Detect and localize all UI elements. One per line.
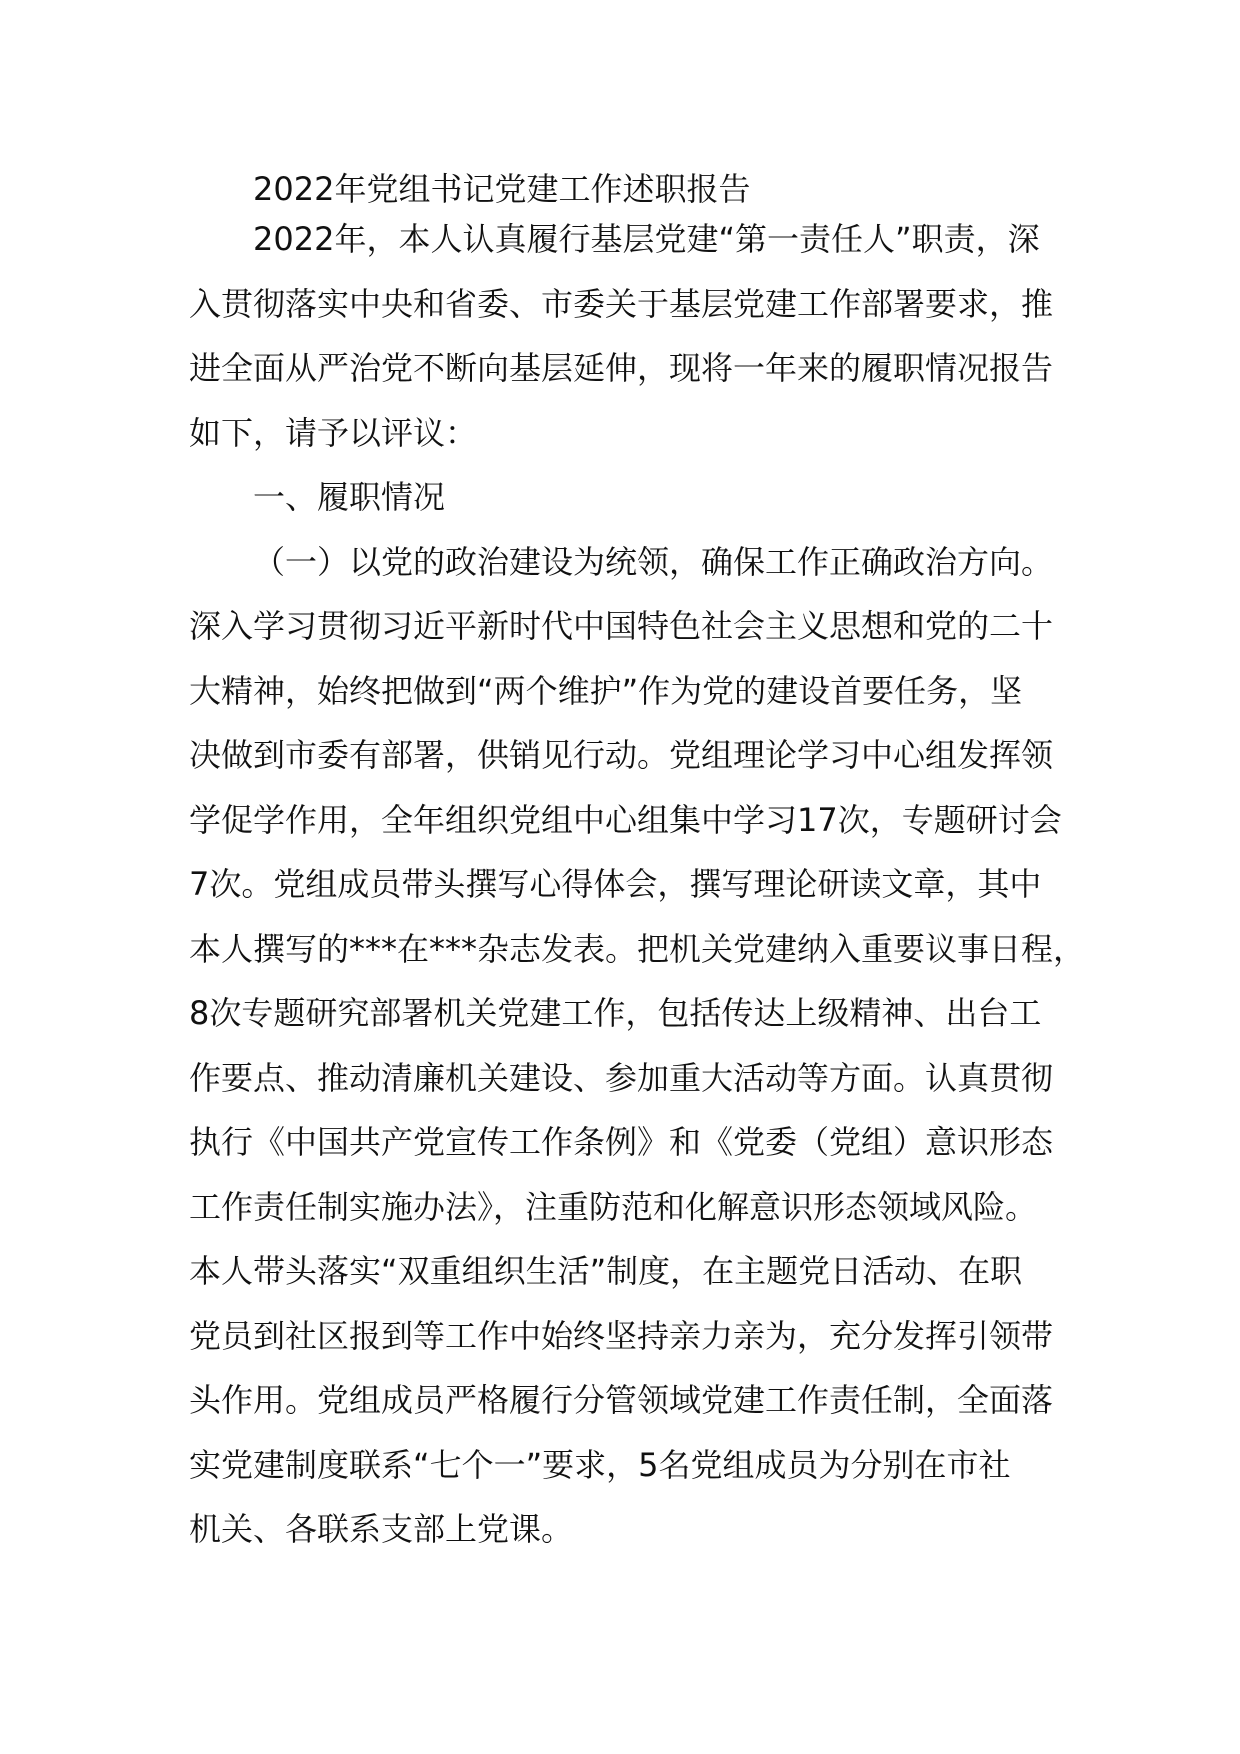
subsection-heading: （一）以党的政治建设为统领，确保工作正确政治方向。 [253,542,1054,581]
paragraph-line: 机关、各联系支部上党课。 [189,1510,574,1548]
paragraph-line: 实党建制度联系“七个一”要求，5名党组成员为分别在市社 [189,1445,1011,1484]
paragraph-line: 大精神，始终把做到“两个维护”作为党的建设首要任务，坚 [189,671,1023,710]
paragraph-line: 本人带头落实“双重组织生活”制度，在主题党日活动、在职 [189,1252,1023,1290]
paragraph-line: 学促学作用，全年组织党组中心组集中学习17次，专题研讨会 [189,800,1062,839]
paragraph-line: 党员到社区报到等工作中始终坚持亲力亲为，充分发挥引领带 [189,1316,1054,1355]
paragraph-line: 执行《中国共产党宣传工作条例》和《党委（党组）意识形态 [189,1123,1054,1161]
paragraph-line: 深入学习贯彻习近平新时代中国特色社会主义思想和党的二十 [189,607,1054,645]
paragraph-line: 作要点、推动清廉机关建设、参加重大活动等方面。认真贯彻 [189,1058,1054,1097]
paragraph-line: 进全面从严治党不断向基层延伸，现将一年来的履职情况报告 [189,349,1054,387]
section-heading: 一、履职情况 [253,478,446,516]
paragraph-line: 7次。党组成员带头撰写心得体会，撰写理论研读文章，其中 [189,865,1042,903]
document-body [189,207,1086,1562]
document-title: 2022年党组书记党建工作述职报告 [253,170,751,208]
paragraph-line: 8次专题研究部署机关党建工作，包括传达上级精神、出台工 [189,994,1042,1032]
paragraph-line: 本人撰写的***在***杂志发表。把机关党建纳入重要议事日程， [189,929,1086,968]
paragraph-line: 如下，请予以评议： [189,413,478,452]
paragraph-line: 入贯彻落实中央和省委、市委关于基层党建工作部署要求，推 [189,284,1054,323]
paragraph-line: 头作用。党组成员严格履行分管领域党建工作责任制，全面落 [189,1381,1054,1419]
paragraph-line: 2022年，本人认真履行基层党建“第一责任人”职责，深 [253,220,1040,258]
paragraph-line: 决做到市委有部署，供销见行动。党组理论学习中心组发挥领 [189,736,1054,774]
paragraph-line: 工作责任制实施办法》，注重防范和化解意识形态领域风险。 [189,1187,1038,1226]
